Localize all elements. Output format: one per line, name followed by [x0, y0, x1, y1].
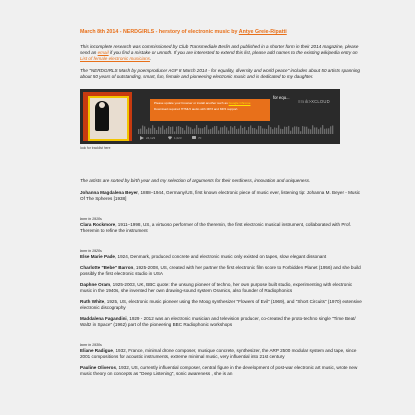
waveform-bar	[296, 127, 297, 134]
waveform-bar	[288, 126, 289, 134]
waveform-bar	[216, 126, 217, 134]
waveform-bar	[188, 127, 189, 134]
error-text: Please update your browser or install another such as	[154, 101, 229, 105]
waveform-bar	[160, 128, 161, 134]
waveform-bar	[292, 127, 293, 134]
waveform-bar	[238, 129, 239, 134]
waveform-bar	[206, 125, 207, 134]
section-gap	[80, 333, 363, 343]
waveform-bar	[170, 127, 171, 134]
waveform-bar	[154, 128, 155, 134]
waveform-bar	[140, 129, 141, 134]
waveform-bar	[162, 126, 163, 134]
artist-name: Clara Rockmore	[80, 222, 116, 227]
waveform-bar	[244, 127, 245, 134]
artist-entry	[80, 222, 363, 234]
waveform-bar	[332, 126, 333, 134]
waveform-bar	[174, 131, 175, 134]
waveform-bar	[324, 129, 325, 134]
waveform-bar	[294, 126, 295, 134]
intro-paragraph	[80, 44, 363, 62]
waveform-bar	[302, 126, 303, 134]
waveform[interactable]	[138, 124, 334, 134]
artist-description: , 1925-2008, US, created with her partner the first electronic film score to Forbidden Planet (1956) and she build possibly the first electronic studio in USA	[80, 265, 361, 276]
waveform-bar	[272, 129, 273, 134]
artist-entry	[80, 348, 363, 360]
artist-description: , 1932, US, currently influential composer, central figure in the development of post-war electronic art music, wrote new music theory on concepts as "Deep Listening", sonic awareness , she is an	[80, 365, 358, 376]
error-line-1	[154, 101, 266, 105]
artist-name: Pauline Oliveros	[80, 365, 116, 370]
waveform-bar	[214, 126, 215, 134]
waveform-bar	[306, 127, 307, 134]
waveform-bar	[224, 126, 225, 134]
waveform-bar	[298, 127, 299, 134]
play-count-icon	[140, 136, 144, 140]
mix-artwork[interactable]	[83, 92, 132, 141]
title-text: March 8th 2014 - NERDGIRLS - herstory of electronic music by	[80, 29, 239, 35]
decade-heading: born in 1930s	[80, 343, 102, 347]
artist-description: , 1924, Denmark, produced concrete and electronic music only existed on tapes, slow elegant dissonant	[114, 254, 327, 259]
waveform-bar	[278, 125, 279, 134]
waveform-bar	[178, 126, 179, 134]
tracklist-link[interactable]: look for tracklist here	[80, 146, 111, 150]
waveform-bar	[194, 128, 195, 134]
waveform-bar	[304, 127, 305, 134]
waveform-bar	[246, 130, 247, 134]
waveform-bar	[276, 128, 277, 134]
waveform-bar	[248, 127, 249, 134]
artist-entry	[80, 282, 363, 294]
waveform-bar	[158, 127, 159, 134]
artist-list	[80, 190, 363, 377]
waveform-bar	[204, 127, 205, 134]
waveform-bar	[168, 126, 169, 134]
waveform-bar	[228, 131, 229, 134]
waveform-bar	[258, 126, 259, 134]
waveform-bar	[180, 127, 181, 134]
intro-text-c: .	[149, 56, 152, 61]
artist-entry	[80, 265, 363, 277]
waveform-bar	[328, 128, 329, 134]
waveform-bar	[282, 129, 283, 134]
waveform-bar	[138, 129, 139, 134]
waveform-bar	[252, 128, 253, 134]
likes-count[interactable]	[168, 136, 182, 140]
waveform-bar	[300, 131, 301, 134]
waveform-bar	[242, 128, 243, 134]
artist-entry	[80, 365, 363, 377]
waveform-bar	[326, 128, 327, 134]
waveform-bar	[150, 128, 151, 134]
artist-name: Ruth White	[80, 299, 105, 304]
waveform-bar	[290, 131, 291, 134]
waveform-bar	[146, 129, 147, 134]
plays-count	[140, 136, 155, 140]
waveform-bar	[260, 126, 261, 134]
waveform-bar	[322, 125, 323, 134]
waveform-bar	[234, 126, 235, 134]
artist-entry	[80, 316, 363, 328]
artwork-face	[99, 102, 105, 108]
browser-error-banner	[150, 99, 270, 121]
waveform-bar	[198, 128, 199, 134]
waveform-bar	[256, 129, 257, 134]
mash-description: The "NERDGIRLS Mash by poemproducer AGF 8 March 2014 - for equality, diversity and world peace" includes about 50 artists spanning about 50 years of outstanding, smart, fun, female and pioneering electronic music and is dedicated to my daughter.	[80, 68, 360, 79]
waveform-bar	[192, 129, 193, 134]
waveform-bar	[280, 129, 281, 134]
waveform-bar	[318, 129, 319, 134]
waveform-bar	[172, 127, 173, 134]
waveform-bar	[148, 128, 149, 134]
mixcloud-logo[interactable]: ≡≡ıılı>XCLOUD	[298, 99, 330, 104]
waveform-bar	[186, 126, 187, 134]
waveform-bar	[200, 128, 201, 134]
waveform-bar	[236, 129, 237, 134]
artist-entry	[80, 254, 363, 260]
waveform-bar	[320, 128, 321, 134]
waveform-bar	[212, 128, 213, 134]
heart-icon	[168, 136, 172, 140]
waveform-bar	[208, 129, 209, 134]
waveform-bar	[274, 127, 275, 134]
waveform-bar	[262, 128, 263, 134]
waveform-bar	[152, 125, 153, 134]
waveform-bar	[286, 127, 287, 134]
artist-entry	[80, 299, 363, 311]
waveform-bar	[220, 127, 221, 134]
waveform-bar	[316, 127, 317, 134]
waveform-bar	[196, 125, 197, 134]
waveform-bar	[156, 130, 157, 134]
waveform-bar	[144, 126, 145, 134]
artist-name: Else Marie Pade	[80, 254, 115, 259]
waveform-bar	[310, 129, 311, 134]
waveform-bar	[176, 127, 177, 134]
artist-description: , 1932, France, minimal drone composer, musique concrete, synthesizer, the ARP 2500 modular system and tape, since 2001 compositions for acoustic instruments, extreme minimal music, very influential into 21st century	[80, 348, 357, 359]
page-title	[80, 29, 363, 36]
artist-name: Charlotte "Bebe" Barron	[80, 265, 134, 270]
waveform-bar	[226, 127, 227, 134]
email-link[interactable]: email	[97, 50, 109, 55]
sort-note: The artists are sorted by birth year and my selection of arguments for their nerdiness, innovation and uniqueness.	[80, 178, 311, 183]
plays-value: 24,123	[146, 136, 156, 140]
waveform-bar	[230, 126, 231, 134]
wikipedia-link[interactable]: List of female electronic musicians	[80, 56, 150, 61]
track-title[interactable]: for equ...	[273, 95, 290, 100]
waveform-bar	[270, 127, 271, 134]
artist-description: , 1929 - 2012 was an electronic musician and television producer, co-created the proto-techno single "Time Beat/ Waltz in Space" (1962) part of the pioneering BBC Radiophonic workshops	[80, 316, 356, 327]
section-gap	[80, 207, 363, 217]
intro-text-a: This incomplete research was commissioned by Club Transmediale Berlin and published in a shorter form in their 2014 magazine, please send an	[80, 44, 359, 55]
waveform-bar	[250, 125, 251, 134]
likes-value: 1,023	[174, 136, 182, 140]
waveform-bar	[184, 130, 185, 134]
error-line-2: Download required HTML5 audio with MP3 and MP4 support.	[154, 107, 239, 111]
waveform-bar	[308, 129, 309, 134]
artist-name: Johanna Magdalena Beyer	[80, 190, 138, 195]
waveform-bar	[314, 127, 315, 134]
waveform-bar	[240, 126, 241, 134]
waveform-bar	[218, 130, 219, 134]
waveform-bar	[142, 125, 143, 134]
waveform-bar	[166, 128, 167, 134]
waveform-bar	[202, 128, 203, 134]
artist-name: Maddalena Fagandini	[80, 316, 127, 321]
artist-description: , 1925-2003, UK, BBC quote: the unsung pioneer of techno, her own purpose built studio, experimenting with electronic music in the 1940s, she invented her own drawing-sound system Oramics, also founder of Radiophonics	[80, 282, 353, 293]
artist-description: , 1888–1944, Germany/US, first known electronic piece of music ever, listening tip: Johanna M. Beyer - Music Of The Spheres [1938]	[80, 190, 361, 201]
artist-entry	[80, 190, 363, 202]
decade-heading: born in 1920s	[80, 249, 102, 253]
waveform-bar	[264, 129, 265, 134]
section-gap	[80, 239, 363, 249]
artist-name: Daphne Oram	[80, 282, 111, 287]
waveform-bar	[190, 127, 191, 134]
waveform-bar	[266, 129, 267, 134]
author-link[interactable]: Antye Greie-Ripatti	[238, 29, 287, 35]
decade-heading: born in 1910s	[80, 217, 102, 221]
intro-text-b: if you find a mistake or unnoth. If you are interested to extend this list, please add names to the existing wikipedia entry on	[108, 50, 358, 55]
comments-count[interactable]	[192, 136, 201, 140]
comments-value: 70	[198, 136, 202, 140]
waveform-bar	[284, 127, 285, 134]
waveform-bar	[210, 129, 211, 134]
artist-description: , 1925, US, electronic music pioneer using the Moog synthesizer "Flowers of Evil" (1969), and "Short Circuits" (1970) extensive electronic discography	[80, 299, 362, 310]
waveform-bar	[164, 130, 165, 134]
chrome-link[interactable]: Google Chrome	[228, 101, 251, 105]
waveform-bar	[232, 128, 233, 134]
waveform-bar	[312, 125, 313, 134]
artist-description: , 1911–1998, US, a virtuoso performer of the theremin, the first electronic musical instrument, collaborated with Prof. Theremin to refine the instrument	[80, 222, 352, 233]
mixcloud-player[interactable]	[80, 89, 340, 144]
waveform-bar	[222, 127, 223, 134]
artist-name: Eliane Radigue	[80, 348, 113, 353]
waveform-bar	[268, 125, 269, 134]
waveform-bar	[254, 128, 255, 134]
waveform-bar	[182, 128, 183, 134]
comment-icon	[192, 136, 196, 140]
waveform-bar	[330, 126, 331, 134]
